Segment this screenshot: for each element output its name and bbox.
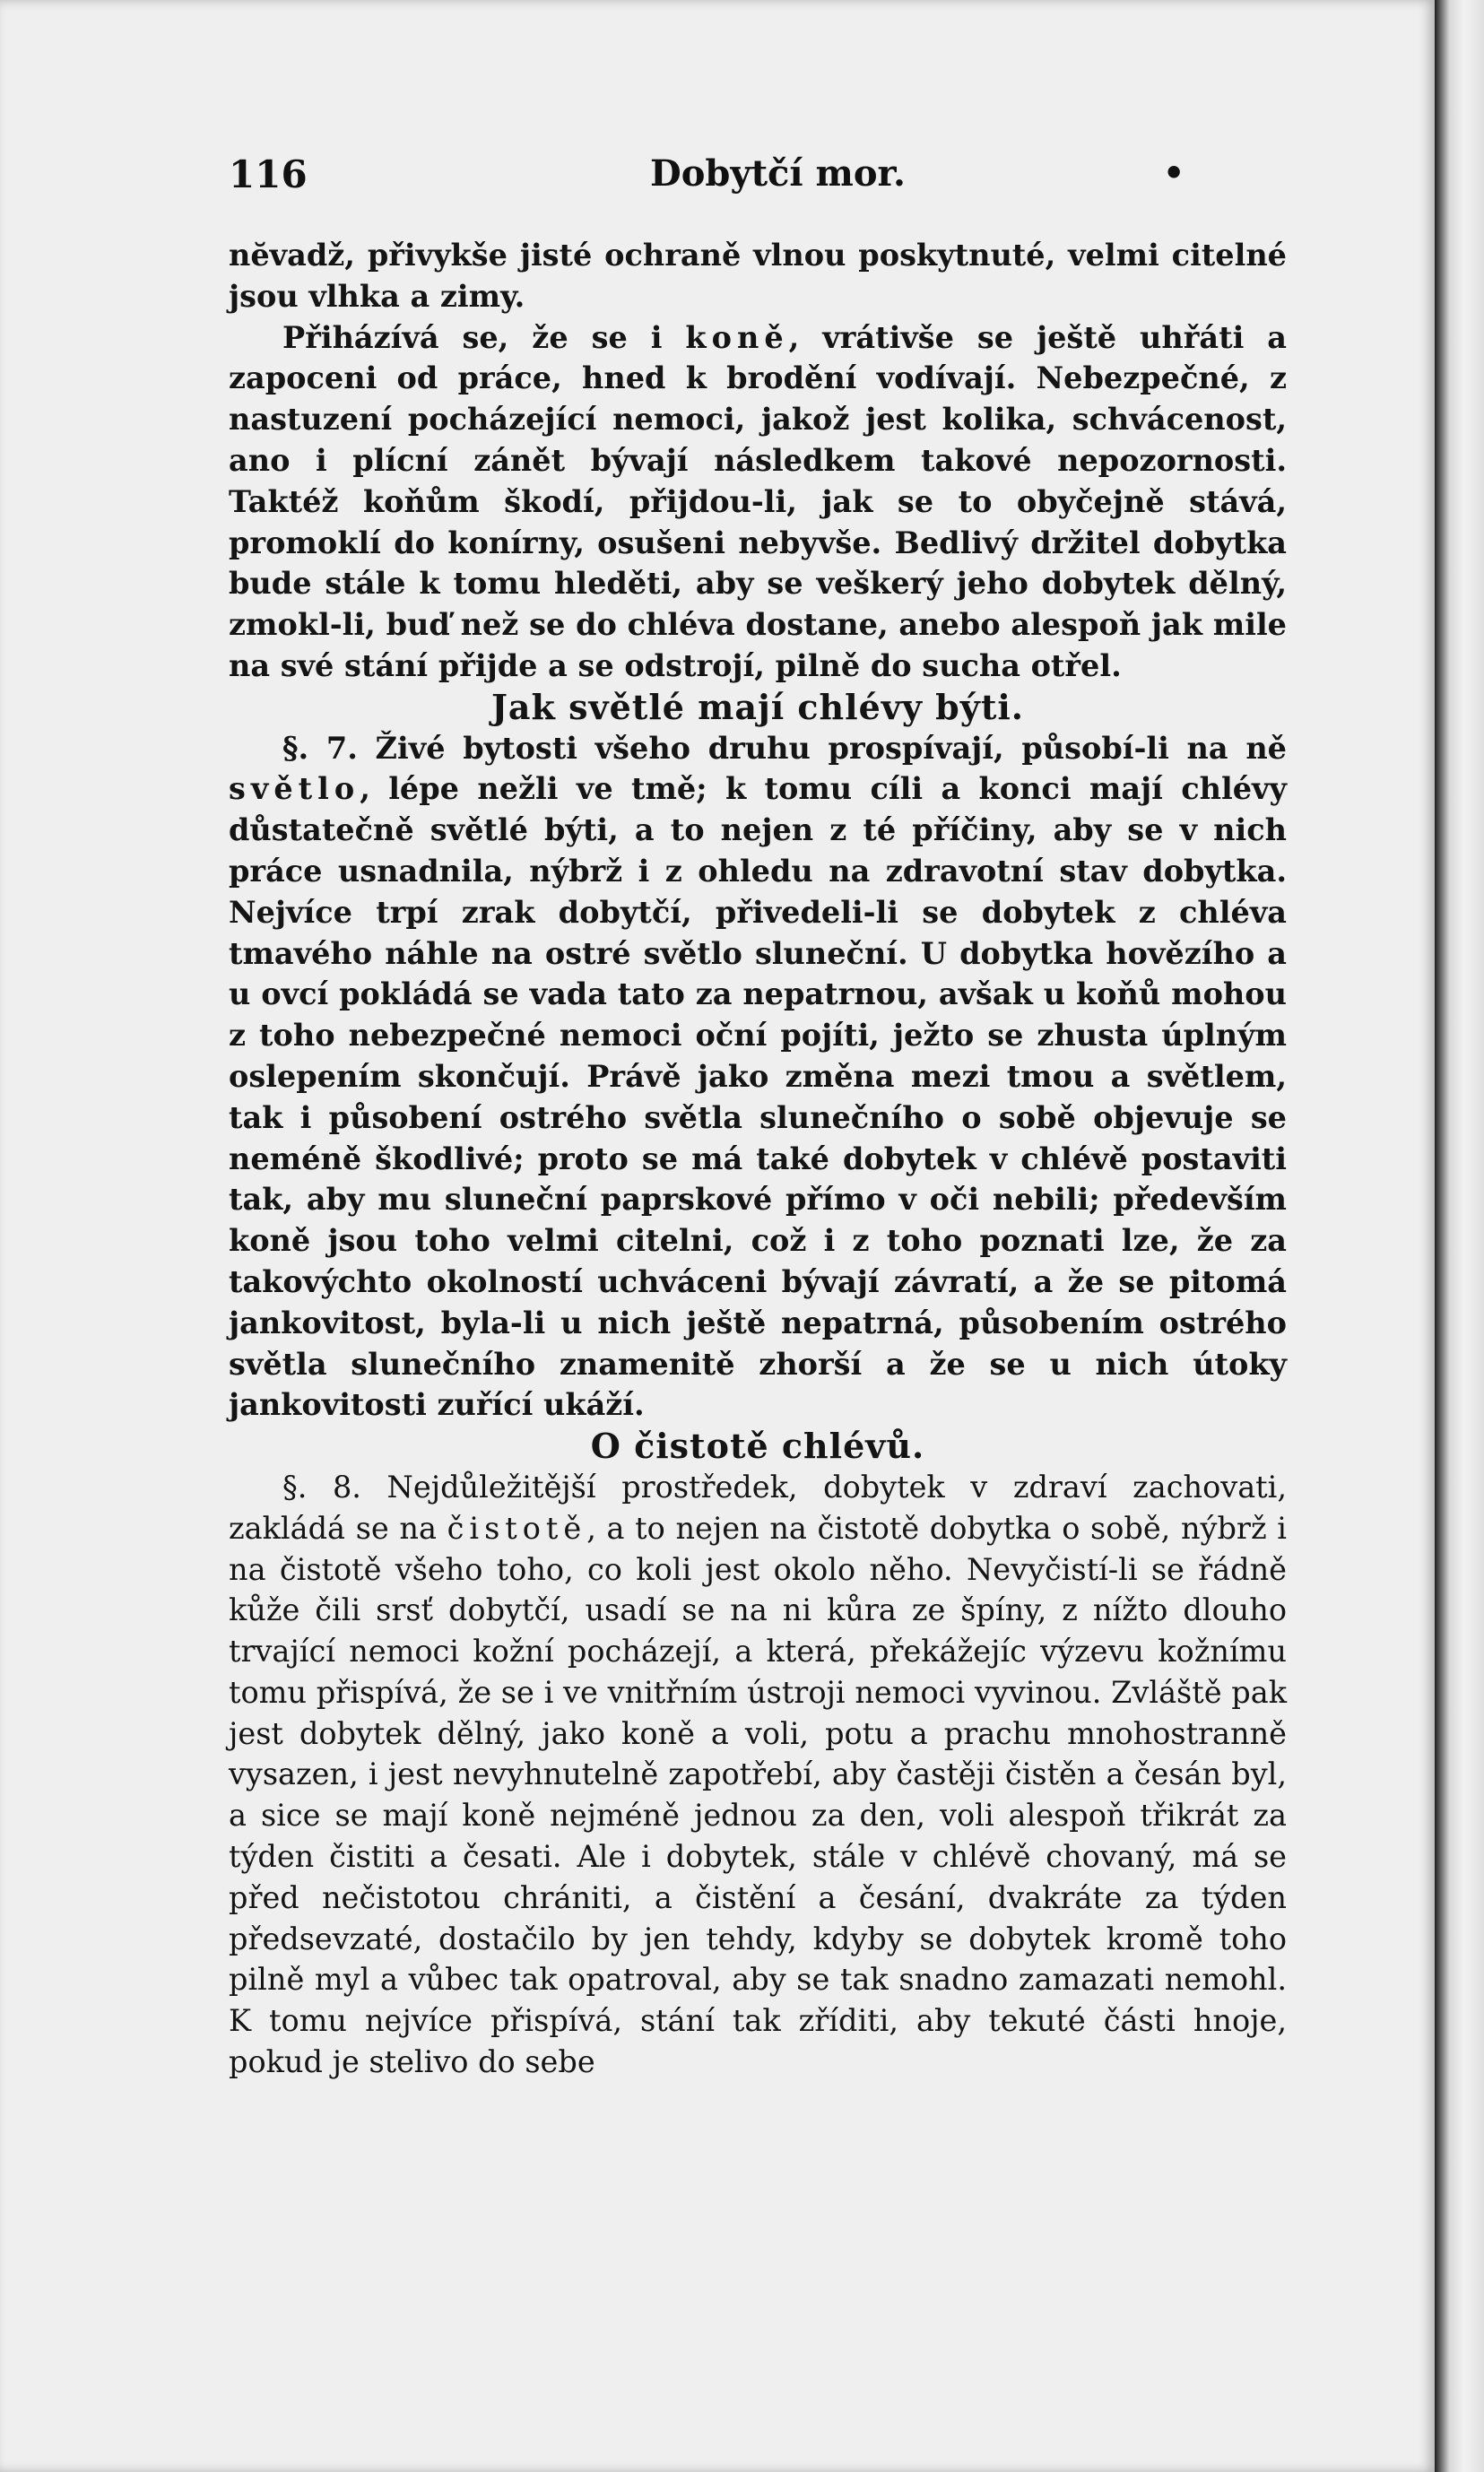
page-header: [229, 152, 1287, 215]
body-text: [229, 235, 1287, 2083]
paragraph-text: , vrátivše se ještě uhřáti a zapoceni od práce, hned k brodění vodívají. Nebezpečné, z nastuzení pocházející nemoci, jakož jest kolika, schvácenost, ano i plícní zánět bývají následkem takové nepozornosti. Taktéž koňům škodí, přijdou-li, jak se to obyčejně stává, promoklí do konírny, osušeni nebyvše. Bedlivý držitel dobytka bude stále k tomu hleděti, aby se veškerý jeho dobytek dělný, zmokl-li, buď než se do chléva dostane, anebo alespoň jak mile na své stání přijde a se odstrojí, pilně do sucha otřel.: [229, 319, 1287, 683]
emphasis-text: koně: [685, 319, 789, 355]
page-number: 116: [229, 152, 308, 196]
emphasis-text: čistotě: [447, 1510, 587, 1546]
section-heading-light: Jak světlé mají chlévy býti.: [490, 686, 1025, 727]
paragraph-horses: [229, 317, 1287, 687]
ink-dot-icon: •: [1163, 152, 1185, 193]
paragraph-continuation: nĕvadž, přivykše jisté ochraně vlnou poskytnuté, velmi citelné jsou vlhka a zimy.: [229, 238, 1287, 314]
paragraph-section-8: [229, 1467, 1287, 2083]
emphasis-text: světlo: [229, 771, 360, 807]
page-edge-shadow: [1435, 0, 1484, 2472]
paragraph-text: , a to nejen na čistotě dobytka o sobě, nýbrž i na čistotě všeho toho, co koli jest okolo něho. Nevyčistí-li se řádně kůže čili srsť dobytčí, usadí se na ni kůra ze špíny, z nížto dlouho trvající nemoci kožní pocházejí, a která, překážejíc výzevu kožnímu tomu přispívá, že se i ve vnitřním ústroji nemoci vyvinou. Zvláště pak jest dobytek dělný, jako koně a voli, potu a prachu mnohostranně vysazen, i jest nevyhnutelně zapotřebí, aby častěji čistěn a česán byl, a sice se mají koně nejméně jednou za den, voli alespoň třikrát za týden čistiti a česati. Ale i dobytek, stále v chlévě chovaný, má se před nečistotou chrániti, a čistění a česání, dvakráte za týden předsevzaté, dostačilo by jen tehdy, kdyby se dobytek kromě toho pilně myl a vůbec tak opatroval, aby se tak snadno zamazati nemohl. K tomu nejvíce přispívá, stání tak zříditi, aby tekuté části hnoje, pokud je stelivo do sebe: [229, 1510, 1287, 2080]
section-heading-cleanliness: O čistotě chlévů.: [590, 1426, 925, 1467]
paragraph-text: Přiházívá se, že se i: [282, 319, 663, 355]
paragraph-text: §. 7. Živé bytosti všeho druhu prospívají, působí-li na ně: [282, 730, 1287, 766]
paragraph-text: , lépe nežli ve tmě; k tomu cíli a konci mají chlévy důstatečně světlé býti, a to nejen z té příčiny, aby se v nich práce usnadnila, nýbrž i z ohledu na zdravotní stav dobytka. Nejvíce trpí zrak dobytčí, přivedeli-li se dobytek z chléva tmavého náhle na ostré světlo sluneční. U dobytka hovězího a u ovcí pokládá se vada tato za nepatrnou, avšak u koňů mohou z toho nebezpečné nemoci oční pojíti, ježto se zhusta úplným oslepením skončují. Právě jako změna mezi tmou a světlem, tak i působení ostrého světla slunečního o sobě objevuje se neméně škodlivé; proto se má také dobytek v chlévě postaviti tak, aby mu sluneční paprskové přímo v oči nebili; především koně jsou toho velmi citelni, což i z toho poznati lze, že za takovýchto okolností uchváceni bývají závratí, a že se pitomá jankovitost, byla-li u nich ještě nepatrná, působením ostrého světla slunečního znamenitě zhorší a že se u nich útoky jankovitosti zuřící ukáží.: [229, 771, 1287, 1423]
running-title: Dobytčí mor.: [650, 152, 906, 195]
paragraph-section-7: [229, 728, 1287, 1427]
paragraph-text: §. 8. Nejdůležitější prostředek, dobytek v zdraví zachovati, zakládá se na: [229, 1469, 1287, 1546]
